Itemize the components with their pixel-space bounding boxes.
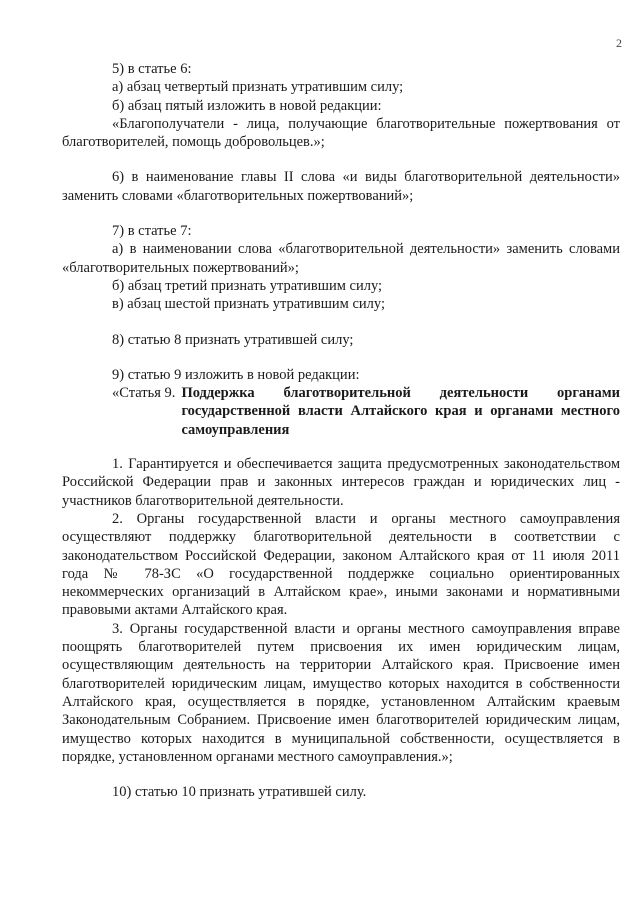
document-body bbox=[62, 60, 620, 801]
spacer bbox=[62, 151, 620, 168]
item-7-subitem-c: в) абзац шестой признать утратившим силу; bbox=[112, 296, 385, 313]
item-5-heading: 5) в статье 6: bbox=[112, 61, 192, 77]
item-5-subitem-b: б) абзац пятый изложить в новой редакции: bbox=[112, 97, 382, 114]
spacer bbox=[62, 766, 620, 783]
item-5-quote: «Благополучатели - лица, получающие благотворительные пожертвования от благотворителей, помощь добровольцев.»; bbox=[62, 115, 620, 151]
item-5-subitem-a: а) абзац четвертый признать утратившим силу; bbox=[112, 79, 404, 96]
article-9-heading bbox=[62, 384, 620, 439]
page-number: 2 bbox=[616, 36, 622, 50]
spacer bbox=[62, 205, 620, 222]
item-9-heading: 9) статью 9 изложить в новой редакции: bbox=[112, 366, 360, 383]
article-9-paragraph-2: 2. Органы государственной власти и органы местного самоуправления осуществляют поддержку благотворительной деятельности в соответствии с законодательством Российской Федерации, законом Алтайского края от 11 июля 2011 года № 78-ЗС «О государственной поддержке социально ориентированных некоммерческих организаций в Алтайском крае», иными законами и нормативными правовыми актами Алтайского края. bbox=[62, 510, 620, 619]
article-9-label: «Статья 9. bbox=[112, 385, 176, 402]
spacer bbox=[62, 314, 620, 331]
article-9-paragraph-3: 3. Органы государственной власти и органы местного самоуправления вправе поощрять благотворителей путем присвоения их имен юридическим лицам, осуществляющим деятельность на территории Алтайского края. Присвоение имен благотворителей юридическим лицам, имущество которых находится в собственности Алтайского края, осуществляется в порядке, установленном Алтайским краевым Законодательным Собранием. Присвоение имен благотворителей юридическим лицам, имущество которых находится в муниципальной собственности, осуществляется в порядке, установленном органами местного самоуправления.»; bbox=[62, 620, 620, 765]
article-9-title: Поддержка благотворительной деятельности органами государственной власти Алтайского края и органами местного самоуправления bbox=[181, 385, 620, 438]
spacer bbox=[62, 349, 620, 366]
item-8: 8) статью 8 признать утратившей силу; bbox=[112, 331, 354, 348]
article-9-paragraph-1: 1. Гарантируется и обеспечивается защита предусмотренных законодательством Российской Федерации прав и законных интересов граждан и юридических лиц - участников благотворительной деятельности. bbox=[62, 456, 620, 509]
item-7-heading: 7) в статье 7: bbox=[112, 223, 192, 240]
item-7-subitem-b: б) абзац третий признать утратившим силу; bbox=[112, 277, 383, 294]
item-6: 6) в наименование главы II слова «и виды благотворительной деятельности» заменить словами «благотворительных пожертвований»; bbox=[62, 169, 620, 204]
item-7-subitem-a: а) в наименовании слова «благотворительной деятельности» заменить словами «благотворительных пожертвований»; bbox=[62, 241, 620, 276]
spacer bbox=[62, 439, 620, 455]
item-10: 10) статью 10 признать утратившей силу. bbox=[112, 784, 367, 801]
